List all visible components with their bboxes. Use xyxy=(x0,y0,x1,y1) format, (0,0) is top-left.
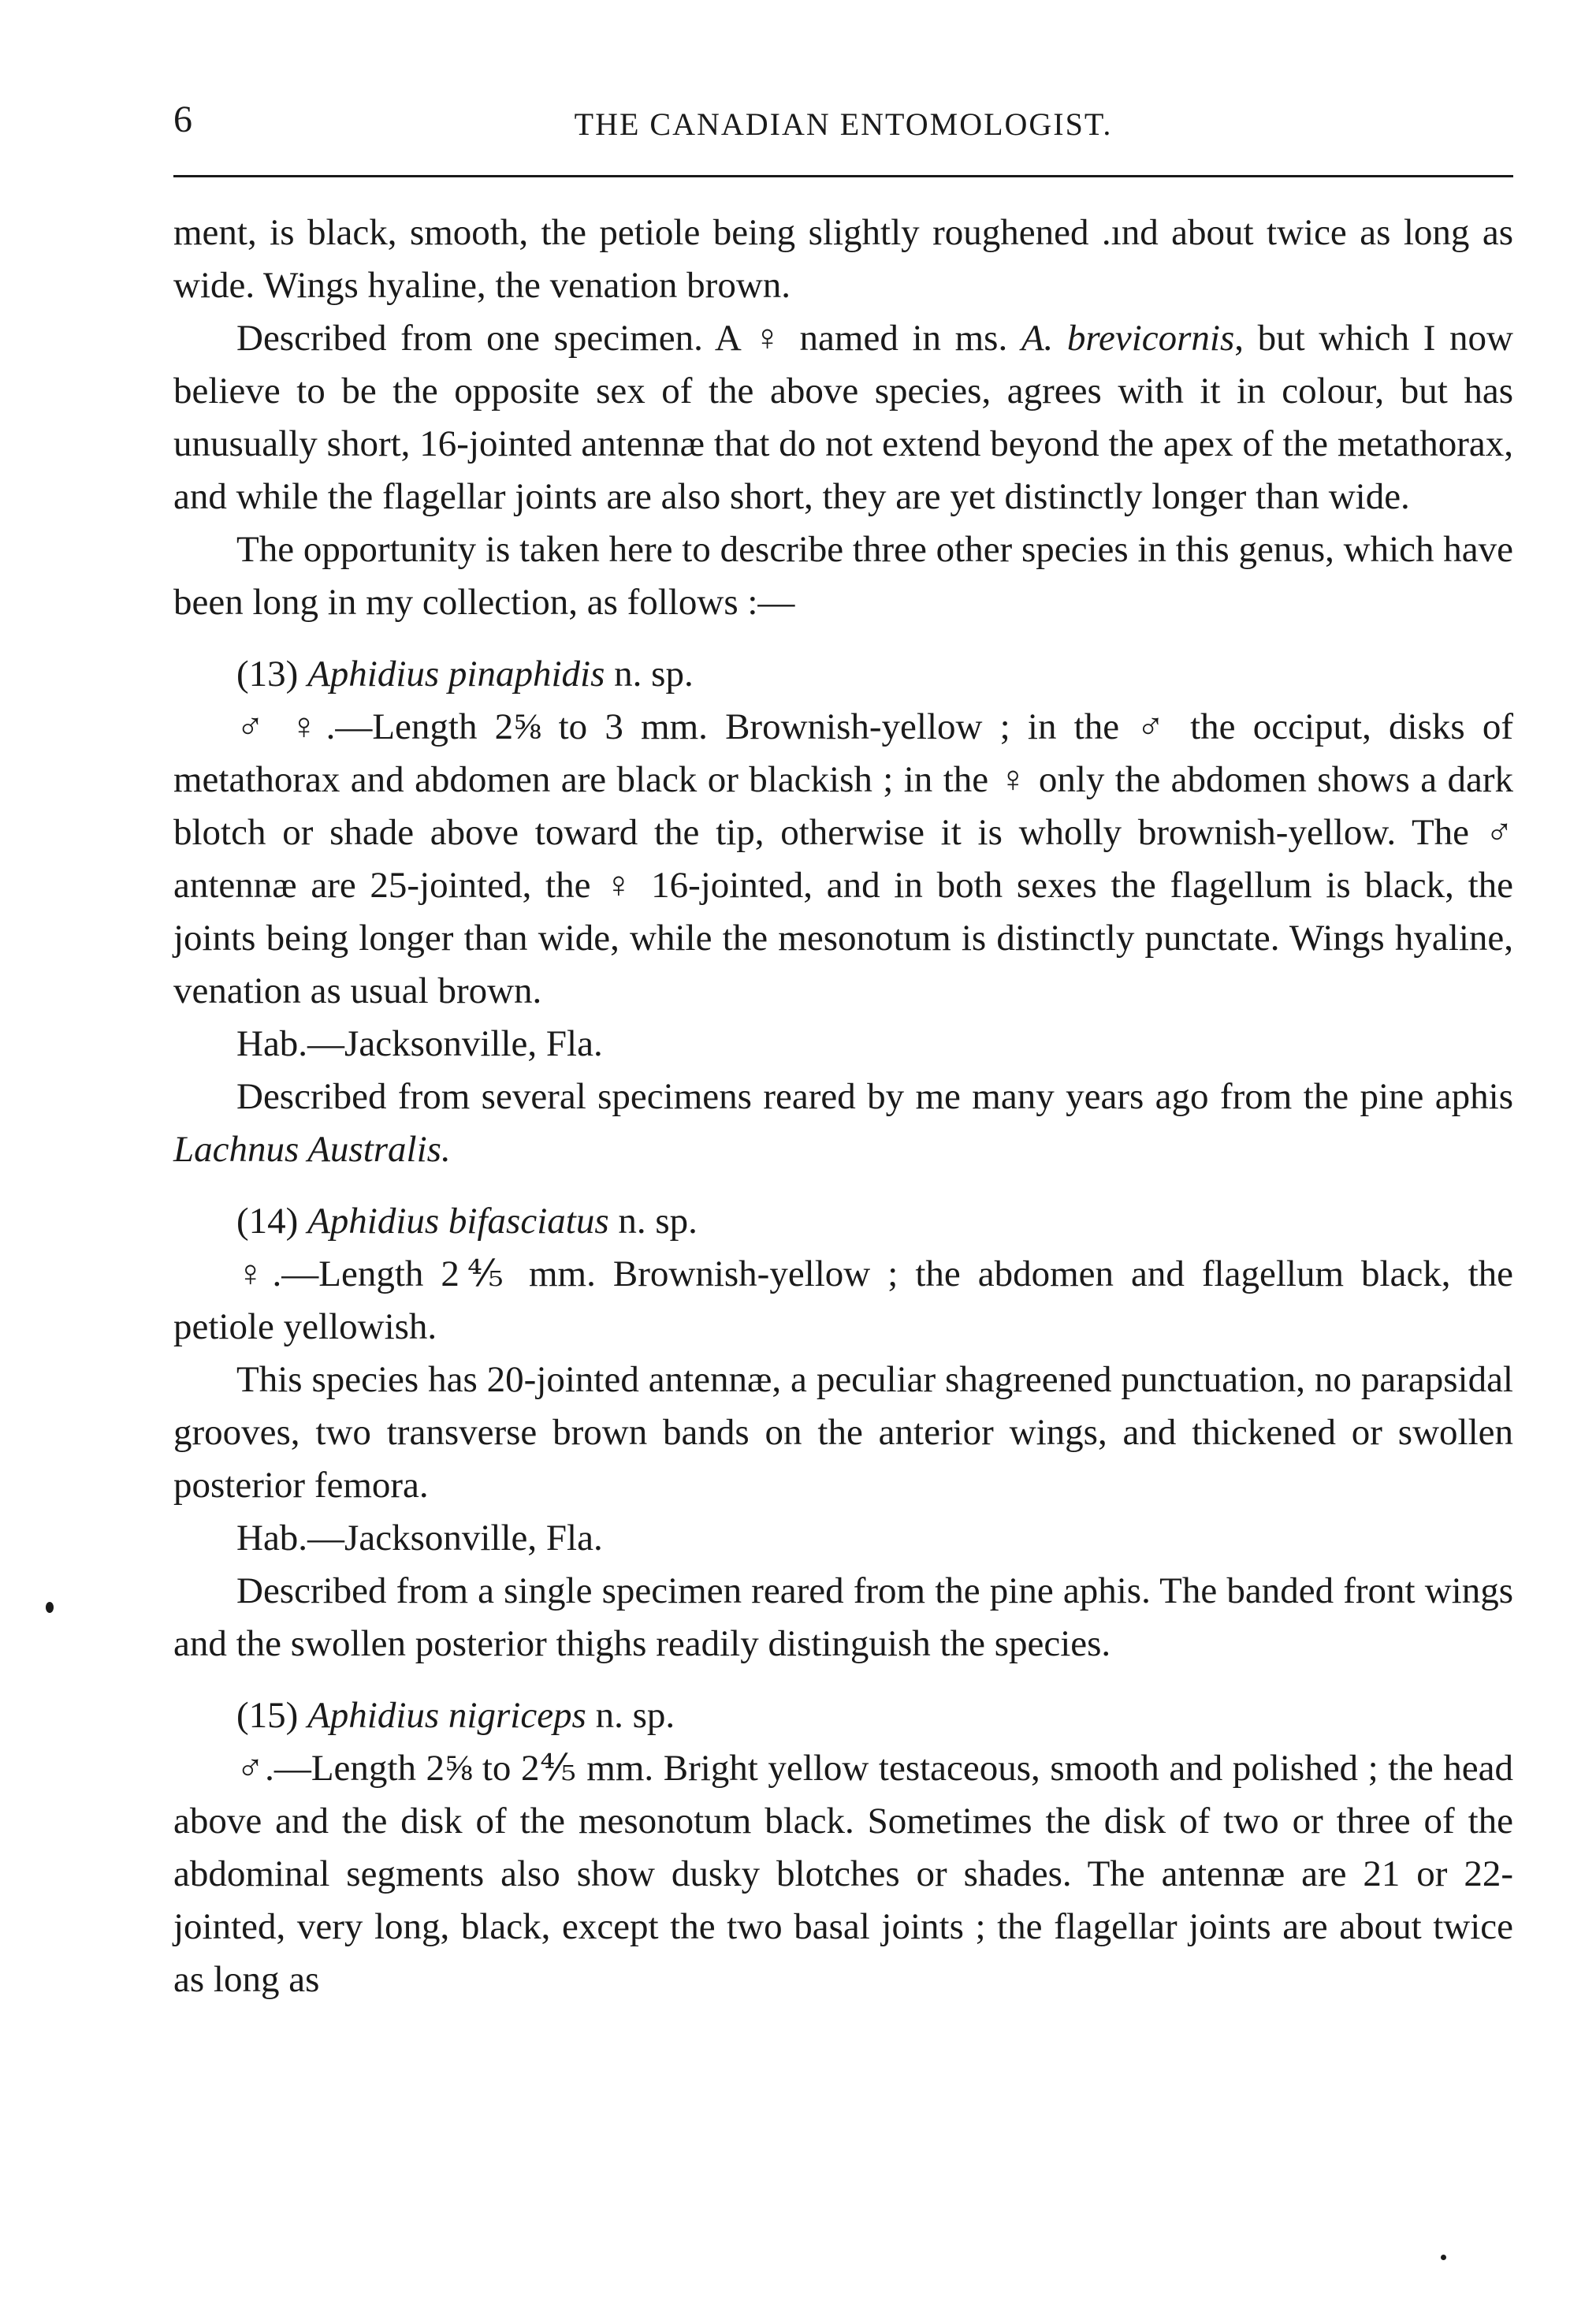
paragraph-habitat-13: Hab.—Jacksonville, Fla. xyxy=(236,1023,603,1064)
running-title: THE CANADIAN ENTOMOLOGIST. xyxy=(574,106,1113,142)
print-speck xyxy=(46,1602,54,1613)
paragraph-reared-13: Described from several specimens reared by me many years ago from the pine aphis Lachnus Australis. xyxy=(173,1076,1513,1170)
paragraph-habitat-14: Hab.—Jacksonville, Fla. xyxy=(236,1518,603,1559)
species-heading-13: (13) Aphidius pinaphidis n. sp. xyxy=(236,654,694,695)
paragraph-continuation: ment, is black, smooth, the petiole being slightly roughened .ınd about twice as long as wide. Wings hyaline, the venation brown. xyxy=(173,212,1513,306)
print-speck xyxy=(1441,2255,1446,2260)
paragraph-opportunity: The opportunity is taken here to describe three other species in this genus, which have been long in my collection, as follows :— xyxy=(173,529,1513,623)
page-number: 6 xyxy=(173,99,192,140)
paragraph-description-15: ♂.—Length 2⅝ to 2⅘ mm. Bright yellow testaceous, smooth and polished ; the head above and the disk of the mesonotum black. Sometimes the disk of two or three of the abdominal segments also show dusky blotches or shades. The antennæ are 21 or 22-jointed, very long, black, except the two basal joints ; the flagellar joints are about twice as long as xyxy=(173,1748,1513,2000)
header-rule xyxy=(173,175,1513,177)
paragraph-characters-14: This species has 20-jointed antennæ, a peculiar shagreened punctuation, no parapsidal grooves, two transverse brown bands on the anterior wings, and thickened or swollen posterior femora. xyxy=(173,1359,1513,1506)
species-heading-14: (14) Aphidius bifasciatus n. sp. xyxy=(236,1201,698,1242)
paragraph-described: Described from one specimen. A ♀ named in ms. A. brevicornis, but which I now believe to be the opposite sex of the above species, agrees with it in colour, but has unusually short, 16-jointed antennæ that do not extend beyond the apex of the metathorax, and while the flagellar joints are also short, they are yet distinctly longer than wide. xyxy=(173,318,1513,517)
paragraph-description-14: ♀.—Length 2⅘ mm. Brownish-yellow ; the abdomen and flagellum black, the petiole yellowish. xyxy=(173,1253,1513,1347)
species-heading-15: (15) Aphidius nigriceps n. sp. xyxy=(236,1695,675,1736)
paragraph-description-13: ♂ ♀.—Length 2⅝ to 3 mm. Brownish-yellow ; in the ♂ the occiput, disks of metathorax and abdomen are black or blackish ; in the ♀ only the abdomen shows a dark blotch or shade above toward the tip, otherwise it is wholly brownish-yellow. The ♂ antennæ are 25-jointed, the ♀ 16-jointed, and in both sexes the flagellum is black, the joints being longer than wide, while the mesonotum is distinctly punctate. Wings hyaline, venation as usual brown. xyxy=(173,706,1513,1011)
body-text xyxy=(173,207,1513,2006)
page-header xyxy=(173,96,1513,151)
paragraph-reared-14: Described from a single specimen reared from the pine aphis. The banded front wings and the swollen posterior thighs readily distinguish the species. xyxy=(173,1570,1513,1664)
